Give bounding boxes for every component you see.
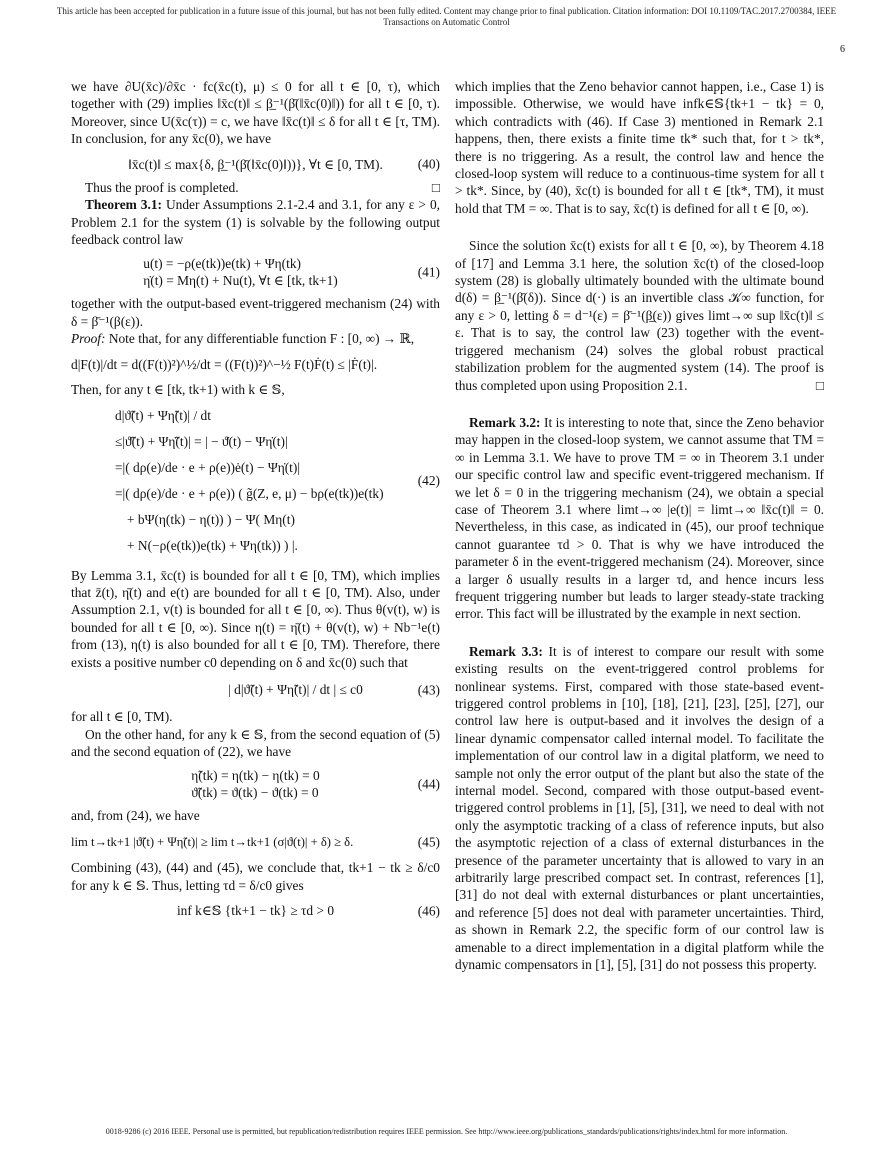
theorem-3-1: Theorem 3.1: Under Assumptions 2.1-2.4 and 3.1, for any ε > 0, Problem 2.1 for the system (1) is solvable by the following output feedback control law — [71, 197, 440, 248]
paragraph: On the other hand, for any k ∈ 𝕊, from the second equation of (5) and the second equation of (22), we have — [71, 726, 440, 760]
paragraph: Then, for any t ∈ [tk, tk+1) with k ∈ 𝕊, — [71, 382, 285, 398]
left-column — [71, 78, 440, 927]
remark-3-3: Remark 3.3: It is of interest to compare our result with some existing results on the event-triggered control problems for nonlinear systems. First, compared with those state-based event-triggered control problems in [10], [18], [21], [23], [25], [27], our control law here is output-based and it involves the design of a linear dynamic compensator called internal model. To facilitate the implementation of our control law in a digital platform, we need to sample not only the error output of the plant but also the state of the internal model. Second, compared with those output-based event-triggered control problems in [1], [5], [31], we need to deal with not only the asymptotic tracking of a class of reference inputs, but also the asymptotic rejection of a class of external disturbances in the presence of the parameter uncertainty that is allowed to vary in an arbitrarily large prescribed compact set. In contrast, references [1], [31] do not deal with external disturbances or plant uncertainties, and reference [5] does not deal with parameter uncertainties. Third, as shown in Remark 2.2, the specific form of our control law is amenable to a direct implementation in a digital platform while the dynamic compensators in [1], [5], [31] do not possess this property. — [455, 643, 824, 973]
equation-46: inf k∈𝕊 {tk+1 − tk} ≥ τd > 0 (46) — [176, 903, 440, 918]
equation-42: d|ϑ̃(t) + Ψη̃(t)| / dt ≤|ϑ̃̇(t) + Ψη̃̇(t)| = | − ϑ̇(t) − Ψη̇(t)| =|( dρ(e)/de · e + ρ(e))ė(t) − Ψη̇(t)| =|( dρ(e)/de · e + ρ(e)) ( g̃(Z, e, μ) − bρ(e(tk))e(tk) + bΨ(η(tk) − η(t)) ) − Ψ( Mη(t) + N(−ρ(e(tk))e(tk) + Ψη(tk)) ) |. (42) — [115, 407, 440, 553]
journal-header — [0, 6, 893, 28]
page-number: 6 — [840, 44, 845, 55]
header-line-2: Transactions on Automatic Control — [383, 17, 510, 27]
qed-symbol: □ — [815, 377, 824, 393]
copyright-footer: 0018-9286 (c) 2016 IEEE. Personal use is permitted, but republication/redistribution requires IEEE permission. See http://www.ieee.org/publications_standards/publications/rights/index.html for more information. — [105, 1127, 788, 1136]
equation-number: (40) — [417, 156, 440, 172]
paragraph: for all t ∈ [0, TM). — [71, 709, 173, 725]
right-column — [455, 78, 824, 974]
equation-number: (43) — [417, 681, 440, 697]
paragraph: we have ∂U(x̄c)/∂x̄c · fc(x̄c(t), μ) ≤ 0 for all t ∈ [0, τ), which together with (29) implies ‖x̄c(t)‖ ≤ β̲⁻¹(β̄(‖x̄c(0)‖)) for all t ∈ [0, τ). Moreover, since U(x̄c(τ)) = c, we have ‖x̄c(t)‖ ≤ δ for all t ∈ [τ, TM). In conclusion, for any x̄c(0), we have — [71, 79, 440, 147]
proof: Proof: Note that, for any differentiable function F : [0, ∞) → ℝ, — [71, 331, 415, 347]
equation-number: (41) — [417, 264, 440, 280]
paragraph: Since the solution x̄c(t) exists for all t ∈ [0, ∞), by Theorem 4.18 of [17] and Lemma 3.1 here, the solution x̄c(t) of the closed-loop system (28) is globally ultimately bounded with the ultimate bound d(δ) = β̲⁻¹(β̄(δ)). Since d(·) is an invertible class 𝒦∞ function, for any ε > 0, letting δ = d⁻¹(ε) = β̄⁻¹(β̲(ε)) gives limt→∞ sup ‖x̄c(t)‖ ≤ ε. That is to say, the control law (23) together with the event-triggered mechanism (24) solves the global robust practical stabilization problem for the augmented system (14). The proof is thus completed upon using Proposition 2.1. □ — [455, 238, 824, 393]
paragraph: Thus the proof is completed. □ — [85, 180, 440, 196]
equation-40: ‖x̄c(t)‖ ≤ max{δ, β̲⁻¹(β̄(‖x̄c(0)‖))}, ∀t ∈ [0, TM). (40) — [128, 156, 440, 172]
theorem-label: Theorem 3.1: — [85, 197, 162, 213]
equation-44: η̃(tk) = η(tk) − η(tk) = 0 ϑ̃(tk) = ϑ(tk) − ϑ(tk) = 0 (44) — [191, 767, 440, 800]
equation-number: (45) — [417, 834, 440, 850]
equation-number: (44) — [417, 776, 440, 792]
equation-number: (46) — [417, 903, 440, 918]
paragraph: By Lemma 3.1, x̄c(t) is bounded for all t ∈ [0, TM), which implies that z̄(t), η̄(t) and e(t) are bounded for all t ∈ [0, TM). Also, under Assumption 2.1, v(t) is bounded for all t ∈ [0, ∞). Thus θ(v(t), w) is bounded for all t ∈ [0, ∞). Since η(t) = η̄(t) + θ(v(t), w) + Nb⁻¹e(t) from (13), η(t) is also bounded for all t ∈ [0, TM). Therefore, there exists a positive number c0 depending on δ and x̄c(0) such that — [71, 567, 440, 670]
remark-3-2: Remark 3.2: It is interesting to note that, since the Zeno behavior may happen in the closed-loop system, we cannot assume that TM = ∞ in Lemma 3.1. We have to prove TM = ∞ in Theorem 3.1 under our specific control law and specific event-triggered mechanism. If we let δ = 0 in the triggering mechanism (24), we obtain a special case of Theorem 3.1 where limt→∞ |e(t)| = limt→∞ ‖x̄c(t)‖ = 0. Nevertheless, in this case, as indicated in (45), our proof technique cannot guarantee τd > 0. That is why we have introduced the parameter δ in the event-triggered mechanism (24). Moreover, since a larger δ usually results in a larger τd, and hence incurs less frequent triggering number but leads to larger steady-state tracking error. This fact will be illustrated by the example in next section. — [455, 414, 824, 622]
proof-label: Proof: — [71, 331, 106, 347]
remark-label: Remark 3.2: — [469, 414, 541, 430]
qed-symbol: □ — [431, 180, 440, 196]
paragraph: which implies that the Zeno behavior cannot happen, i.e., Case 1) is impossible. Otherwise, we would have infk∈𝕊{tk+1 − tk} = 0, which contradicts with (46). If Case 3) mentioned in Remark 2.1 happens, then, there exists a finite time tk* such that, for t > tk*, there is no triggering. As a result, the control law and hence the closed-loop system will reduce to a continuous-time system for all t > tk*. Since, by (40), x̄c(t) is bounded for all t ∈ [tk*, TM), it must hold that TM = ∞. That is to say, x̄c(t) is defined for all t ∈ [0, ∞). — [455, 79, 824, 216]
paragraph: Combining (43), (44) and (45), we conclude that, tk+1 − tk ≥ δ/c0 for any k ∈ 𝕊. Thus, letting τd = δ/c0 gives — [71, 860, 440, 893]
paragraph: and, from (24), we have — [71, 808, 200, 824]
paragraph: together with the output-based event-triggered mechanism (24) with δ = β̄⁻¹(β(ε)). — [71, 296, 440, 329]
equation-number: (42) — [417, 472, 440, 488]
equation-derivative: d|F(t)|/dt = d((F(t))²)^½/dt = ((F(t))²)^−½ F(t)Ḟ(t) ≤ |Ḟ(t)|. — [71, 356, 378, 372]
equation-43: | d|ϑ̃(t) + Ψη̃(t)| / dt | ≤ c0 (43) — [228, 681, 440, 697]
remark-label: Remark 3.3: — [469, 643, 543, 659]
equation-41: u(t) = −ρ(e(tk))e(tk) + Ψη(tk) η̇(t) = Mη(t) + Nu(t), ∀t ∈ [tk, tk+1) (41) — [143, 255, 440, 289]
header-line-1: This article has been accepted for publication in a future issue of this journal, but has not been fully edited. Content may change prior to final publication. Citation information: DOI 10.1109/TAC.2017.2700384, IEEE — [56, 6, 837, 16]
equation-45: lim t→tk+1 |ϑ̃(t) + Ψη̃(t)| ≥ lim t→tk+1 (σ|ϑ(t)| + δ) ≥ δ. (45) — [71, 834, 440, 850]
